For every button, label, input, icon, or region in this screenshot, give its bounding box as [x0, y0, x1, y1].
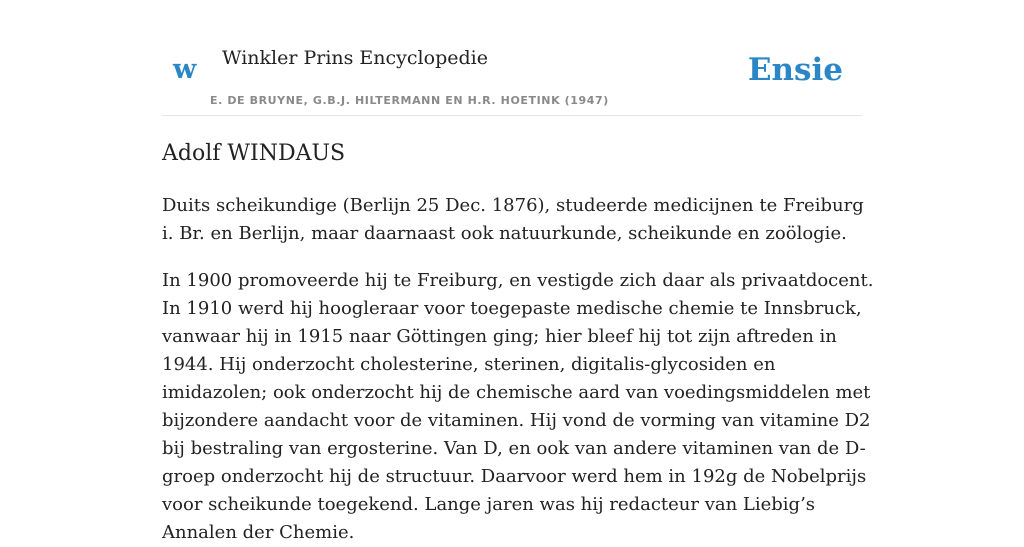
ensie-brand-logo[interactable]: Ensie	[747, 52, 843, 88]
article-title: Adolf WINDAUS	[162, 141, 346, 166]
site-subtitle-authors: E. DE BRUYNE, G.B.J. HILTERMANN EN H.R. HOETINK (1947)	[210, 94, 609, 107]
site-title-link[interactable]: Winkler Prins Encyclopedie	[222, 47, 488, 69]
article-paragraph-1: Duits scheikundige (Berlijn 25 Dec. 1876), studeerde medicijnen te Freiburg i. Br. en Berlijn, maar daarnaast ook natuurkunde, scheikunde en zoölogie.	[162, 195, 864, 244]
site-header	[162, 0, 862, 116]
site-logo-w[interactable]: w	[173, 54, 197, 85]
article-paragraph-2: In 1900 promoveerde hij te Freiburg, en vestigde zich daar als privaatdocent. In 1910 werd hij hoogleraar voor toegepaste medische chemie te Innsbruck, vanwaar hij in 1915 naar Göttingen ging; hier bleef hij tot zijn aftreden in 1944. Hij onderzocht cholesterine, sterinen, digitalis-glycosiden en imidazolen; ook onderzocht hij de chemische aard van voedingsmiddelen met bijzondere aandacht voor de vitaminen. Hij vond de vorming van vitamine D2 bij bestraling van ergosterine. Van D, en ook van andere vitaminen van de D-groep onderzocht hij de structuur. Daarvoor werd hem in 192g de Nobelprijs voor scheikunde toegekend. Lange jaren was hij redacteur van Liebig’s Annalen der Chemie.	[162, 270, 874, 543]
